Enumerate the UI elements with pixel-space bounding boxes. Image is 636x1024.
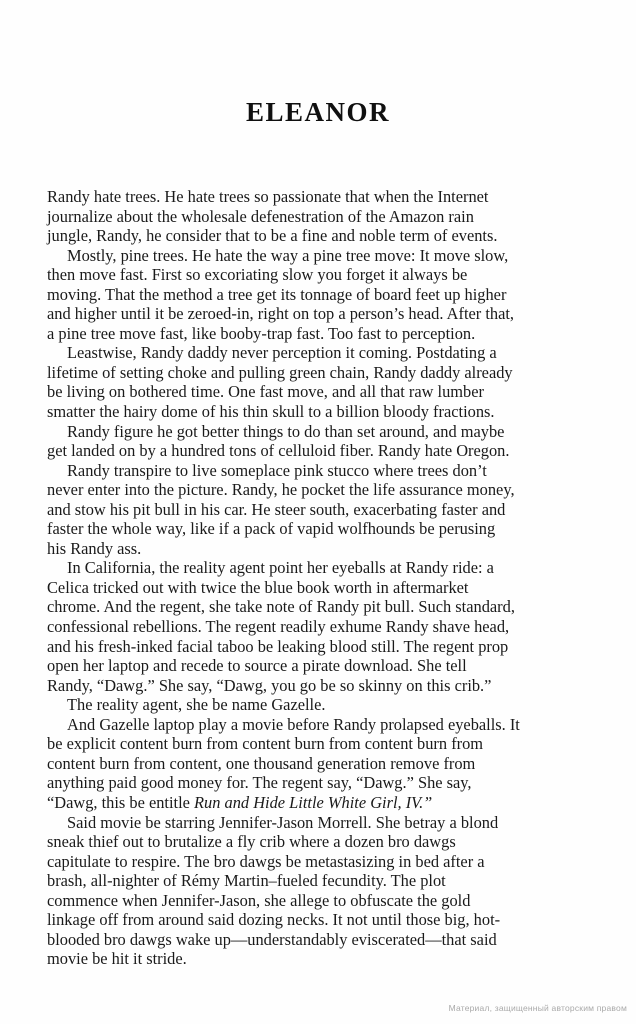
text-line: Mostly, pine trees. He hate the way a pine tree move: It move slow, [67, 245, 509, 265]
text-line: movie be hit it stride. [47, 949, 187, 969]
paragraph [47, 558, 595, 695]
text-line: sneak thief out to brutalize a fly crib where a dozen bro dawgs [47, 832, 456, 852]
text-line: commence when Jennifer-Jason, she allege to obfuscate the gold [47, 890, 471, 910]
text-line: And Gazelle laptop play a movie before Randy prolapsed eyeballs. It [67, 714, 520, 734]
page-body [47, 187, 595, 969]
text-line: and his fresh-inked facial taboo be leaking blood still. The regent prop [47, 636, 509, 656]
text-line: smatter the hairy dome of his thin skull to a billion bloody fractions. [47, 402, 495, 422]
text-line: moving. That the method a tree get its tonnage of board feet up higher [47, 284, 507, 304]
text-line: journalize about the wholesale defenestration of the Amazon rain [47, 206, 474, 226]
text-line: lifetime of setting choke and pulling green chain, Randy daddy already [47, 362, 513, 382]
text-line: Randy figure he got better things to do than set around, and maybe [67, 421, 505, 441]
paragraph [47, 187, 595, 246]
text-line: open her laptop and recede to source a pirate download. She tell [47, 656, 467, 676]
text-line: content burn from content, one thousand generation remove from [47, 753, 476, 773]
text-line: his Randy ass. [47, 538, 142, 558]
text-line: then move fast. First so excoriating slow you forget it always be [47, 265, 468, 285]
text-line: and higher until it be zeroed-in, right on top a person’s head. After that, [47, 304, 515, 324]
paragraph [47, 695, 595, 715]
italic-title-text: Run and Hide Little White Girl, IV.” [194, 792, 433, 812]
text-line: Leastwise, Randy daddy never perception it coming. Postdating a [67, 343, 497, 363]
text-line: anything paid good money for. The regent say, “Dawg.” She say, [47, 773, 472, 793]
text-line: Said movie be starring Jennifer-Jason Morrell. She betray a blond [67, 812, 499, 832]
text-line: faster the whole way, like if a pack of vapid wolfhounds be perusing [47, 519, 496, 539]
text-line: Randy, “Dawg.” She say, “Dawg, you go be so skinny on this crib.” [47, 675, 492, 695]
text-line: Celica tricked out with twice the blue book worth in aftermarket [47, 577, 469, 597]
paragraph [47, 715, 595, 813]
text-line: The reality agent, she be name Gazelle. [67, 695, 326, 715]
text-line: capitulate to respire. The bro dawgs be metastasizing in bed after a [47, 851, 485, 871]
copyright-watermark: Материал, защищенный авторским правом [448, 1003, 627, 1013]
text-line: jungle, Randy, he consider that to be a fine and noble term of events. [47, 226, 498, 246]
paragraph [47, 246, 595, 344]
paragraph [47, 813, 595, 969]
text-line: Randy transpire to live someplace pink stucco where trees don’t [67, 460, 487, 480]
text-line: and stow his pit bull in his car. He steer south, exacerbating faster and [47, 499, 506, 519]
text-line: get landed on by a hundred tons of celluloid fiber. Randy hate Oregon. [47, 441, 510, 461]
text-line: “Dawg, this be entitle Run and Hide Little White Girl, IV.” [47, 792, 433, 812]
paragraph [47, 422, 595, 461]
text-line: Randy hate trees. He hate trees so passionate that when the Internet [47, 187, 489, 206]
paragraph [47, 461, 595, 559]
text-line: chrome. And the regent, she take note of Randy pit bull. Such standard, [47, 597, 515, 617]
text-line: blooded bro dawgs wake up—understandably eviscerated—that said [47, 929, 497, 949]
text-line: confessional rebellions. The regent readily exhume Randy shave head, [47, 617, 510, 637]
text-line: be living on bothered time. One fast move, and all that raw lumber [47, 382, 484, 402]
text-line: brash, all-nighter of Rémy Martin–fueled fecundity. The plot [47, 871, 446, 891]
text-line: linkage off from around said dozing necks. It not until those big, hot- [47, 910, 501, 930]
text-line: In California, the reality agent point her eyeballs at Randy ride: a [67, 558, 494, 578]
text-line: a pine tree move fast, like booby-trap fast. Too fast to perception. [47, 323, 476, 343]
text-line: never enter into the picture. Randy, he pocket the life assurance money, [47, 480, 515, 500]
paragraph [47, 343, 595, 421]
text-line: be explicit content burn from content burn from content burn from [47, 734, 484, 754]
chapter-title: ELEANOR [245, 97, 391, 127]
